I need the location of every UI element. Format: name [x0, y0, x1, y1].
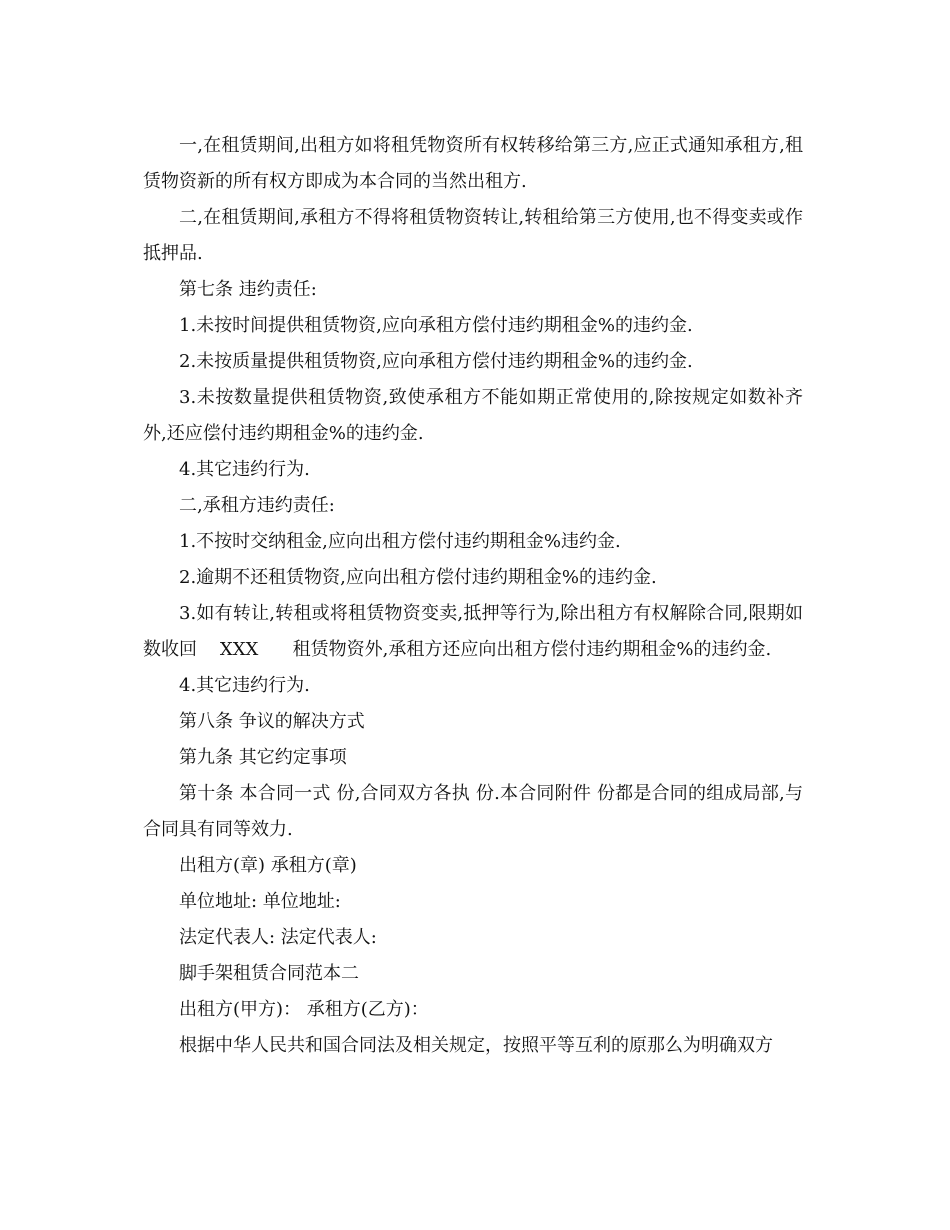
parties-line: 出租方(甲方)： 承租方(乙方)：	[179, 999, 429, 1020]
article-10-paragraph: 第十条 本合同一式 份,合同双方各执 份.本合同附件 份都是合同的组成局部,与合同具有同等效力.	[143, 783, 803, 840]
paragraph-ownership-transfer: 一,在租赁期间,出租方如将租凭物资所有权转移给第三方,应正式通知承租方,租赁物资新的所有权方即成为本合同的当然出租方.	[143, 135, 803, 192]
lessor-breach-item-1: 1.未按时间提供租赁物资,应向承租方偿付违约期租金%的违约金.	[179, 315, 693, 336]
lessor-breach-item-4: 4.其它违约行为.	[179, 459, 310, 480]
template-two-title: 脚手架租赁合同范本二	[179, 963, 359, 984]
signature-seal-line: 出租方(章) 承租方(章)	[179, 855, 357, 876]
paragraph-no-sublease: 二,在租赁期间,承租方不得将租赁物资转让,转租给第三方使用,也不得变卖或作抵押品.	[143, 207, 803, 264]
lessee-breach-item-1: 1.不按时交纳租金,应向出租方偿付违约期租金%违约金.	[179, 531, 621, 552]
address-line: 单位地址: 单位地址:	[179, 891, 341, 912]
lessor-breach-item-2: 2.未按质量提供租赁物资,应向承租方偿付违约期租金%的违约金.	[179, 351, 693, 372]
article-8-heading: 第八条 争议的解决方式	[179, 711, 365, 732]
document-body	[143, 128, 803, 1064]
article-9-heading: 第九条 其它约定事项	[179, 747, 347, 768]
legal-representative-line: 法定代表人: 法定代表人:	[179, 927, 377, 948]
lessor-breach-item-3: 3.未按数量提供租赁物资,致使承租方不能如期正常使用的,除按规定如数补齐外,还应偿付违约期租金%的违约金.	[143, 387, 803, 444]
preamble-paragraph: 根据中华人民共和国合同法及相关规定，按照平等互利的原那么为明确双方	[179, 1035, 773, 1056]
lessee-breach-item-3: 3.如有转让,转租或将租赁物资变卖,抵押等行为,除出租方有权解除合同,限期如数收回 XXX 租赁物资外,承租方还应向出租方偿付违约期租金%的违约金.	[143, 603, 803, 660]
article-7-heading: 第七条 违约责任:	[179, 279, 317, 300]
lessee-breach-heading: 二,承租方违约责任:	[179, 495, 335, 516]
lessee-breach-item-4: 4.其它违约行为.	[179, 675, 310, 696]
lessee-breach-item-2: 2.逾期不还租赁物资,应向出租方偿付违约期租金%的违约金.	[179, 567, 657, 588]
